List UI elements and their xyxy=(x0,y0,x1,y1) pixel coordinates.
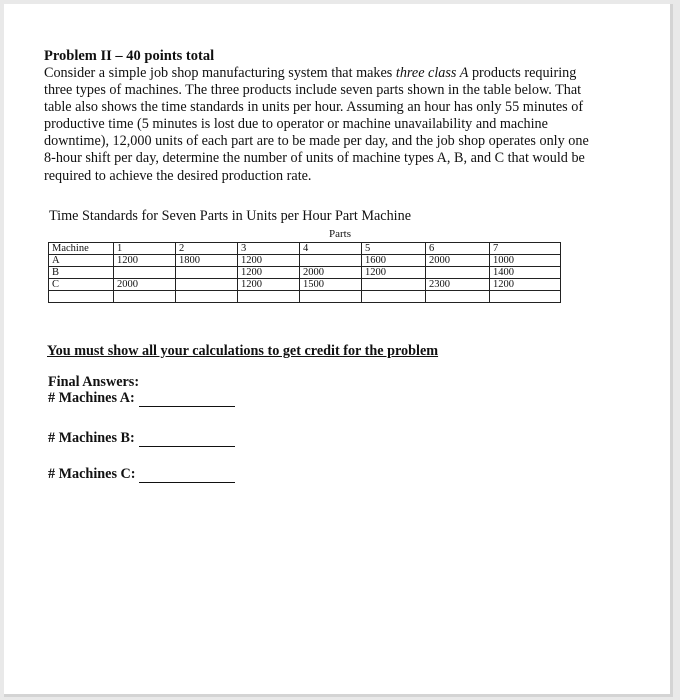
header-cell: 5 xyxy=(362,243,426,255)
header-cell: Machine xyxy=(49,243,114,255)
table-row xyxy=(49,267,561,279)
answer-c-label: # Machines C: xyxy=(48,466,136,482)
statement-italic: three class A xyxy=(395,65,469,81)
table-cell: 2000 xyxy=(300,267,362,279)
table-cell xyxy=(176,267,238,279)
answer-machines-c xyxy=(48,466,235,483)
table-cell: 1200 xyxy=(238,255,300,267)
table-cell: 1200 xyxy=(238,279,300,291)
machine-cell: A xyxy=(49,255,114,267)
table-cell xyxy=(300,291,362,303)
final-answers-title: Final Answers: xyxy=(48,374,140,390)
problem-statement xyxy=(44,65,644,185)
header-cell: 7 xyxy=(490,243,561,255)
table-cell xyxy=(426,291,490,303)
table-cell: 1800 xyxy=(176,255,238,267)
header-cell: 6 xyxy=(426,243,490,255)
answer-a-label: # Machines A: xyxy=(48,390,135,406)
table-cell xyxy=(238,291,300,303)
table-cell: 2000 xyxy=(426,255,490,267)
answer-machines-a xyxy=(48,390,235,407)
table-cell: 2300 xyxy=(426,279,490,291)
machine-cell: C xyxy=(49,279,114,291)
answer-b-blank[interactable] xyxy=(139,434,235,447)
statement-line-1: Consider a simple job shop manufacturing system that makes three class A products requiring xyxy=(44,65,577,81)
statement-line-6: 8-hour shift per day, determine the number of units of machine types A, B, and C that would be xyxy=(44,150,585,167)
statement-line-3: table also shows the time standards in units per hour. Assuming an hour has only 55 minutes of xyxy=(44,99,584,116)
answer-c-blank[interactable] xyxy=(139,470,235,483)
time-standards-table xyxy=(48,242,561,303)
table-row xyxy=(49,279,561,291)
table-cell: 1400 xyxy=(490,267,561,279)
header-cell: 3 xyxy=(238,243,300,255)
table-cell: 1200 xyxy=(114,255,176,267)
table-cell xyxy=(362,291,426,303)
instruction-text: You must show all your calculations to get credit for the problem xyxy=(47,343,439,359)
answer-machines-b xyxy=(48,430,235,447)
header-cell: 2 xyxy=(176,243,238,255)
table-cell: 1500 xyxy=(300,279,362,291)
table-cell: 1200 xyxy=(362,267,426,279)
machine-cell: B xyxy=(49,267,114,279)
table-cell: 1000 xyxy=(490,255,561,267)
statement-line-7: required to achieve the desired production rate. xyxy=(44,167,312,184)
machine-cell xyxy=(49,291,114,303)
table-row xyxy=(49,291,561,303)
table-cell xyxy=(176,291,238,303)
table-header-row xyxy=(49,243,561,255)
table-cell xyxy=(176,279,238,291)
header-cell: 4 xyxy=(300,243,362,255)
table-cell xyxy=(426,267,490,279)
statement-line-4: productive time (5 minutes is lost due to operator or machine unavailability and machine xyxy=(44,116,548,133)
parts-label: Parts xyxy=(329,228,351,240)
table-cell: 2000 xyxy=(114,279,176,291)
statement-line-5: downtime), 12,000 units of each part are to be made per day, and the job shop operates only one xyxy=(44,133,589,150)
table-caption: Time Standards for Seven Parts in Units per Hour Part Machine xyxy=(49,208,411,224)
statement-line-2: three types of machines. The three products include seven parts shown in the table below. That xyxy=(44,82,582,99)
table-row xyxy=(49,255,561,267)
document-page xyxy=(4,4,673,697)
answer-a-blank[interactable] xyxy=(139,394,235,407)
table-cell: 1200 xyxy=(490,279,561,291)
answer-b-label: # Machines B: xyxy=(48,430,135,446)
table-cell: 1600 xyxy=(362,255,426,267)
table-cell xyxy=(114,267,176,279)
header-cell: 1 xyxy=(114,243,176,255)
table-cell xyxy=(300,255,362,267)
table-cell xyxy=(490,291,561,303)
problem-title: Problem II – 40 points total xyxy=(44,48,215,64)
table-cell: 1200 xyxy=(238,267,300,279)
table-cell xyxy=(114,291,176,303)
table-cell xyxy=(362,279,426,291)
